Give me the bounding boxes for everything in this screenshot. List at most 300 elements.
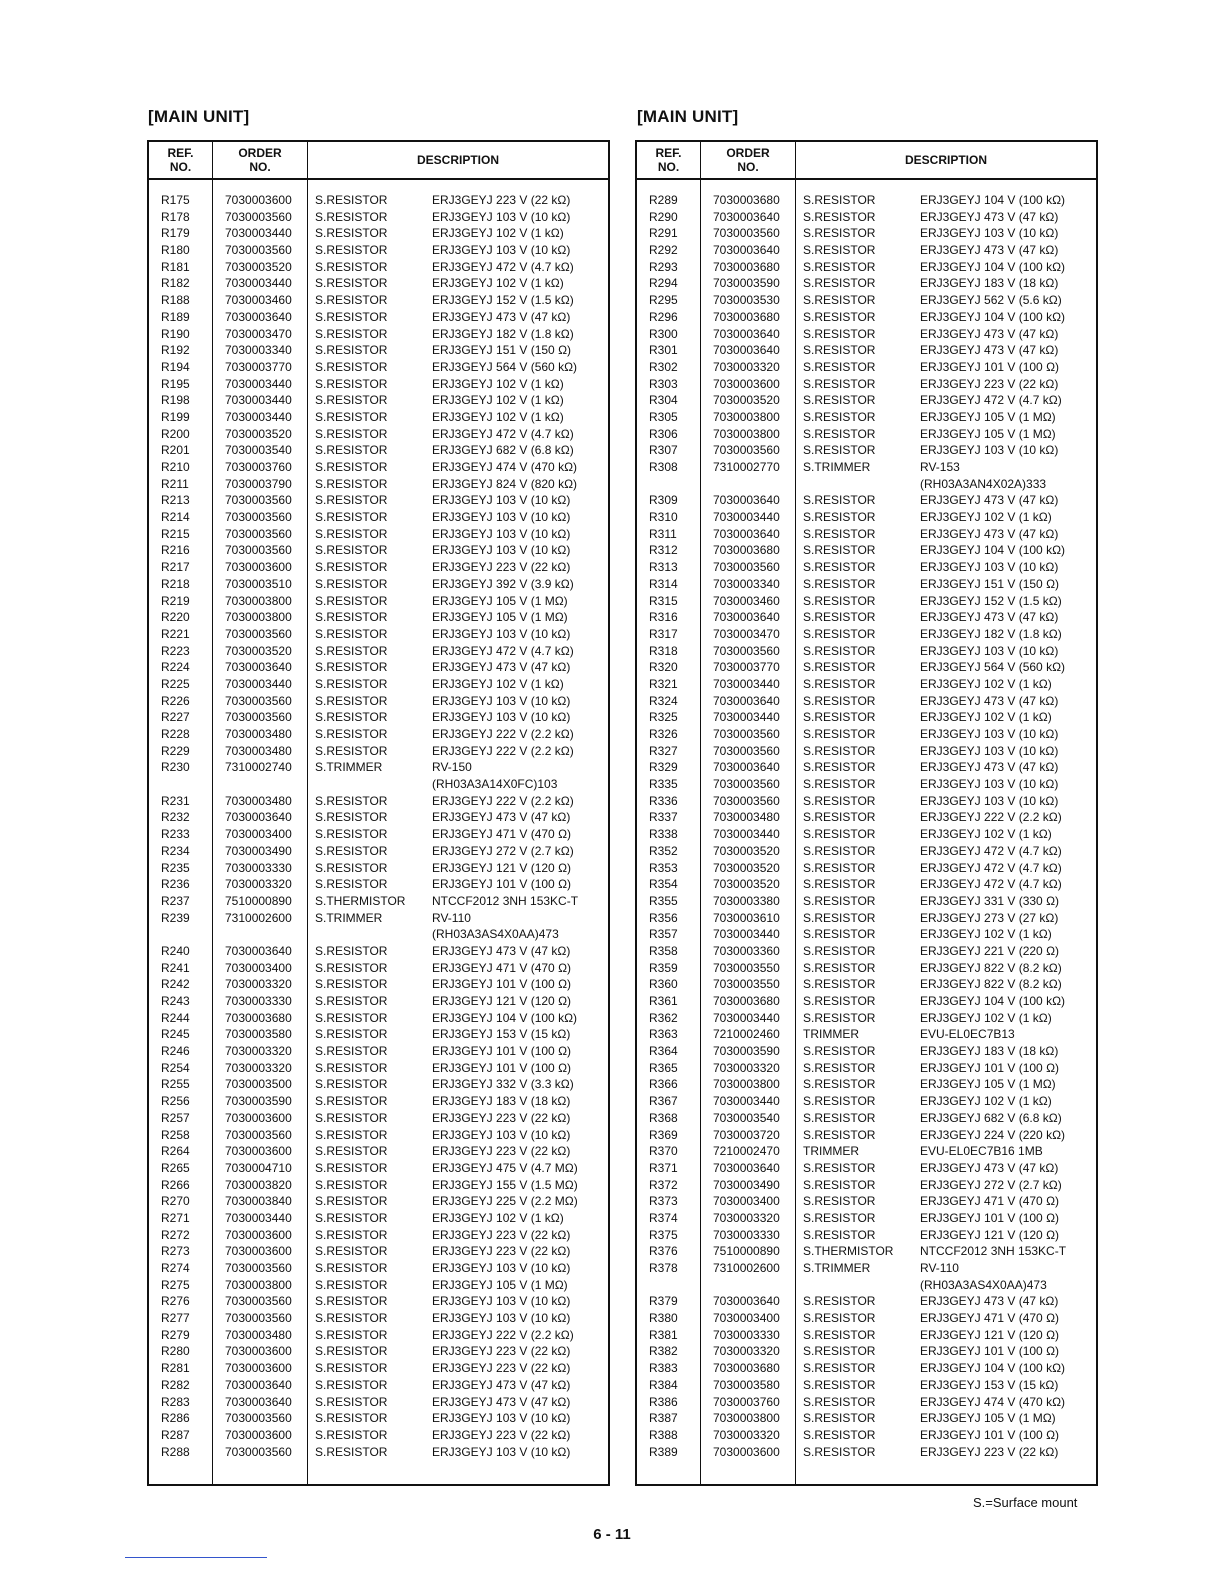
part-cell: ERJ3GEYJ 101 V (100 Ω) [432,977,572,992]
ref-cell: R244 [161,1010,190,1025]
ref-cell: R201 [161,443,190,458]
order-cell: 7030003460 [713,593,780,608]
type-cell: S.RESISTOR [315,1110,388,1125]
part-cell: ERJ3GEYJ 183 V (18 kΩ) [920,276,1059,291]
order-cell: 7030003820 [225,1177,292,1192]
type-cell: S.RESISTOR [315,1277,388,1292]
ref-cell: R320 [649,660,678,675]
type-cell: S.RESISTOR [315,1144,388,1159]
order-cell: 7030003640 [713,209,780,224]
type-cell: S.RESISTOR [315,443,388,458]
order-cell: 7030003320 [713,1427,780,1442]
part-cell: ERJ3GEYJ 103 V (10 kΩ) [920,443,1059,458]
table-row [149,609,608,626]
order-cell: 7030003560 [225,1311,292,1326]
type-cell: S.RESISTOR [803,610,876,625]
table-row [149,976,608,993]
type-cell: S.RESISTOR [315,226,388,241]
part-cell: ERJ3GEYJ 223 V (22 kΩ) [432,193,571,207]
ref-cell: R235 [161,860,190,875]
type-cell: S.RESISTOR [315,493,388,508]
ref-cell: R175 [161,193,190,207]
section-title-right: [MAIN UNIT] [637,107,739,126]
type-cell: S.RESISTOR [315,1444,388,1459]
part-cell: ERJ3GEYJ 472 V (4.7 kΩ) [432,643,574,658]
ref-cell: R315 [649,593,678,608]
part-cell: ERJ3GEYJ 223 V (22 kΩ) [432,1427,571,1442]
table-row [637,776,1096,793]
ref-cell: R316 [649,610,678,625]
type-cell: S.RESISTOR [315,1094,388,1109]
part-cell: ERJ3GEYJ 332 V (3.3 kΩ) [432,1077,574,1092]
part-cell: ERJ3GEYJ 473 V (47 kΩ) [920,243,1059,258]
table-row [637,1327,1096,1344]
type-cell: S.RESISTOR [803,309,876,324]
part-cell: ERJ3GEYJ 472 V (4.7 kΩ) [432,259,574,274]
part-cell: RV-150 [432,760,472,775]
table-row [637,1260,1096,1277]
part-cell: NTCCF2012 3NH 153KC-T [920,1244,1067,1259]
type-cell: S.RESISTOR [315,1077,388,1092]
order-cell: 7030003600 [713,376,780,391]
order-cell: 7030003400 [225,827,292,842]
type-cell: S.RESISTOR [803,1327,876,1342]
table-row [149,893,608,910]
ref-cell: R221 [161,626,190,641]
order-cell: 7030003560 [225,243,292,258]
ref-cell: R180 [161,243,190,258]
type-cell: S.RESISTOR [315,943,388,958]
part-cell: ERJ3GEYJ 473 V (47 kΩ) [920,760,1059,775]
order-cell: 7030003600 [225,193,292,207]
table-row [149,626,608,643]
table-row [637,960,1096,977]
order-cell: 7030003320 [713,359,780,374]
part-cell: ERJ3GEYJ 152 V (1.5 kΩ) [920,593,1062,608]
table-row [637,609,1096,626]
order-cell: 7030003600 [225,1427,292,1442]
table-row [637,476,1096,493]
ref-cell: R289 [649,193,678,207]
order-cell: 7030003770 [713,660,780,675]
table-row [637,1293,1096,1310]
header-divider [637,178,1096,180]
ref-cell: R178 [161,209,190,224]
table-row [149,876,608,893]
ref-cell: R358 [649,943,678,958]
type-cell: S.RESISTOR [803,1094,876,1109]
table-row [637,342,1096,359]
header-description-label: DESCRIPTION [416,153,499,167]
header-divider [149,178,608,180]
ref-cell: R291 [649,226,678,241]
order-cell: 7030003600 [225,1144,292,1159]
header-ref-label: REF. [655,146,682,160]
table-row [149,509,608,526]
ref-cell: R304 [649,393,678,408]
type-cell: S.RESISTOR [803,1344,876,1359]
table-row [637,1193,1096,1210]
type-cell: S.RESISTOR [315,1361,388,1376]
ref-cell: R378 [649,1261,678,1275]
type-cell: S.RESISTOR [315,1194,388,1209]
table-row [637,1210,1096,1227]
type-cell: S.RESISTOR [803,343,876,358]
order-cell: 7030003640 [713,343,780,358]
table-row [637,259,1096,276]
order-cell: 7030003640 [713,243,780,258]
ref-cell: R389 [649,1444,678,1459]
table-row [637,993,1096,1010]
table-row [149,326,608,343]
type-cell: S.RESISTOR [803,1077,876,1092]
table-row [149,926,608,943]
ref-cell: R272 [161,1227,190,1242]
ref-cell: R365 [649,1060,678,1075]
order-cell: 7030003480 [225,793,292,808]
header-ref-no [149,142,212,178]
type-cell: S.RESISTOR [803,1110,876,1125]
header-no-label: NO. [657,160,680,174]
type-cell: S.THERMISTOR [803,1244,894,1259]
type-cell: S.RESISTOR [803,1177,876,1192]
ref-cell: R354 [649,877,678,892]
table-row [149,960,608,977]
order-cell: 7030003560 [225,510,292,525]
part-cell: ERJ3GEYJ 103 V (10 kΩ) [432,1261,571,1275]
ref-cell: R370 [649,1144,678,1159]
ref-cell: R190 [161,326,190,341]
table-row [637,1160,1096,1177]
order-cell: 7310002600 [225,910,292,925]
part-cell: ERJ3GEYJ 223 V (22 kΩ) [432,1361,571,1376]
ref-cell: R256 [161,1094,190,1109]
order-cell: 7030003440 [225,1210,292,1225]
order-cell: 7030003680 [713,193,780,207]
header-description [796,142,1096,178]
part-cell: ERJ3GEYJ 822 V (8.2 kΩ) [920,960,1062,975]
order-cell: 7030003440 [713,1094,780,1109]
table-row [637,943,1096,960]
header-description [308,142,608,178]
ref-cell: R382 [649,1344,678,1359]
header-description-label: DESCRIPTION [904,153,987,167]
part-cell: ERJ3GEYJ 473 V (47 kΩ) [432,309,571,324]
part-cell: ERJ3GEYJ 103 V (10 kΩ) [432,693,571,708]
type-cell: S.RESISTOR [803,409,876,424]
header-order-label: ORDER [726,146,770,160]
table-row [149,1010,608,1027]
ref-cell: R199 [161,409,190,424]
table-row [149,1177,608,1194]
part-cell: ERJ3GEYJ 473 V (47 kΩ) [920,1294,1059,1309]
ref-cell: R310 [649,510,678,525]
table-row [149,993,608,1010]
type-cell: S.RESISTOR [315,610,388,625]
part-cell: (RH03A3AN4X02A)333 [920,476,1047,491]
type-cell: S.RESISTOR [803,1427,876,1442]
order-cell: 7030003560 [225,693,292,708]
ref-cell: R302 [649,359,678,374]
ref-cell: R241 [161,960,190,975]
type-cell: S.RESISTOR [315,543,388,558]
type-cell: S.RESISTOR [803,710,876,725]
ref-cell: R306 [649,426,678,441]
ref-cell: R211 [161,476,189,491]
ref-cell: R210 [161,460,190,474]
type-cell: S.RESISTOR [803,877,876,892]
table-row [637,1427,1096,1444]
type-cell: S.RESISTOR [315,1227,388,1242]
part-cell: ERJ3GEYJ 183 V (18 kΩ) [432,1094,571,1109]
ref-cell: R327 [649,743,678,758]
order-cell: 7030003550 [713,960,780,975]
order-cell: 7030003640 [225,1394,292,1409]
part-cell: ERJ3GEYJ 473 V (47 kΩ) [920,1160,1059,1175]
table-row [149,743,608,760]
type-cell: S.RESISTOR [803,810,876,825]
table-row [149,292,608,309]
table-row [637,826,1096,843]
order-cell: 7030003640 [225,1377,292,1392]
table-row [149,1377,608,1394]
part-cell: ERJ3GEYJ 473 V (47 kΩ) [920,493,1059,508]
part-cell: ERJ3GEYJ 102 V (1 kΩ) [920,827,1052,842]
part-cell: ERJ3GEYJ 474 V (470 kΩ) [432,460,578,474]
type-cell: S.RESISTOR [803,376,876,391]
table-row [637,1310,1096,1327]
table-row [149,476,608,493]
table-row [149,1160,608,1177]
ref-cell: R292 [649,243,678,258]
part-cell: ERJ3GEYJ 155 V (1.5 MΩ) [432,1177,578,1192]
order-cell: 7030003320 [713,1060,780,1075]
table-row [637,876,1096,893]
part-cell: ERJ3GEYJ 103 V (10 kΩ) [432,1127,571,1142]
part-cell: ERJ3GEYJ 471 V (470 Ω) [920,1194,1060,1209]
table-row [149,1293,608,1310]
part-cell: ERJ3GEYJ 472 V (4.7 kΩ) [920,843,1062,858]
ref-cell: R273 [161,1244,190,1259]
part-cell: ERJ3GEYJ 682 V (6.8 kΩ) [432,443,574,458]
part-cell: ERJ3GEYJ 473 V (47 kΩ) [432,1377,571,1392]
type-cell: S.RESISTOR [315,1244,388,1259]
type-cell: S.RESISTOR [803,1294,876,1309]
order-cell: 7030003840 [225,1194,292,1209]
part-cell: ERJ3GEYJ 103 V (10 kΩ) [432,1294,571,1309]
table-row [149,1110,608,1127]
type-cell: S.TRIMMER [803,460,871,474]
order-cell: 7030003560 [713,743,780,758]
order-cell: 7030003580 [713,1377,780,1392]
part-cell: ERJ3GEYJ 824 V (820 kΩ) [432,476,578,491]
type-cell: S.RESISTOR [315,793,388,808]
order-cell: 7030003640 [225,309,292,324]
order-cell: 7030003560 [225,1444,292,1459]
part-cell: ERJ3GEYJ 101 V (100 Ω) [432,1044,572,1059]
order-cell: 7030003470 [225,326,292,341]
type-cell: S.RESISTOR [315,510,388,525]
ref-cell: R314 [649,576,678,591]
order-cell: 7030003800 [713,426,780,441]
order-cell: 7030003400 [713,1311,780,1326]
part-cell: ERJ3GEYJ 472 V (4.7 kΩ) [920,393,1062,408]
table-row [637,1410,1096,1427]
table-row [149,576,608,593]
order-cell: 7030003560 [713,727,780,741]
part-cell: ERJ3GEYJ 183 V (18 kΩ) [920,1044,1059,1059]
table-row [637,1010,1096,1027]
type-cell: S.RESISTOR [315,1294,388,1309]
order-cell: 7030003440 [225,226,292,241]
table-row [149,409,608,426]
part-cell: NTCCF2012 3NH 153KC-T [432,893,579,908]
type-cell: S.RESISTOR [803,994,876,1008]
table-row [637,292,1096,309]
ref-cell: R242 [161,977,190,992]
part-cell: ERJ3GEYJ 103 V (10 kΩ) [432,543,571,558]
order-cell: 7310002600 [713,1261,780,1275]
type-cell: S.RESISTOR [315,1377,388,1392]
table-row [637,1177,1096,1194]
table-row [149,1127,608,1144]
table-row [149,1277,608,1294]
ref-cell: R359 [649,960,678,975]
ref-cell: R388 [649,1427,678,1442]
order-cell: 7210002460 [713,1027,780,1042]
type-cell: S.RESISTOR [803,676,876,691]
ref-cell: R356 [649,910,678,925]
type-cell: S.RESISTOR [315,693,388,708]
ref-cell: R216 [161,543,190,558]
order-cell: 7030003440 [225,376,292,391]
type-cell: S.RESISTOR [803,727,876,741]
ref-cell: R352 [649,843,678,858]
part-cell: ERJ3GEYJ 223 V (22 kΩ) [920,1444,1059,1459]
ref-cell: R230 [161,760,190,775]
ref-cell: R215 [161,526,190,541]
type-cell: S.RESISTOR [803,1127,876,1142]
type-cell: S.RESISTOR [315,643,388,658]
part-cell: ERJ3GEYJ 224 V (220 kΩ) [920,1127,1066,1142]
type-cell: S.RESISTOR [803,1227,876,1242]
ref-cell: R246 [161,1044,190,1059]
part-cell: ERJ3GEYJ 222 V (2.2 kΩ) [432,743,574,758]
part-cell: ERJ3GEYJ 103 V (10 kΩ) [432,626,571,641]
table-row [149,426,608,443]
type-cell: S.RESISTOR [315,1210,388,1225]
type-cell: S.RESISTOR [315,209,388,224]
ref-cell: R254 [161,1060,190,1075]
ref-cell: R324 [649,693,678,708]
order-cell: 7030003600 [713,1444,780,1459]
type-cell: S.RESISTOR [315,1261,388,1275]
table-row [637,1277,1096,1294]
type-cell: S.RESISTOR [803,426,876,441]
part-cell: ERJ3GEYJ 225 V (2.2 MΩ) [432,1194,578,1209]
order-cell: 7030004710 [225,1160,292,1175]
table-row [637,359,1096,376]
type-cell: S.RESISTOR [315,1427,388,1442]
ref-cell: R223 [161,643,190,658]
table-row [637,1343,1096,1360]
ref-cell: R301 [649,343,678,358]
order-cell: 7030003320 [225,1044,292,1059]
order-cell: 7030003520 [713,843,780,858]
type-cell: S.RESISTOR [803,643,876,658]
order-cell: 7030003440 [713,676,780,691]
table-row [149,643,608,660]
header-order-no [701,142,795,178]
order-cell: 7030003520 [713,393,780,408]
part-cell: ERJ3GEYJ 101 V (100 Ω) [920,359,1060,374]
table-row [637,793,1096,810]
table-row [149,1360,608,1377]
type-cell: S.RESISTOR [315,1177,388,1192]
ref-cell: R384 [649,1377,678,1392]
table-row [637,509,1096,526]
part-cell: ERJ3GEYJ 103 V (10 kΩ) [432,1411,571,1426]
type-cell: S.TRIMMER [315,760,383,775]
type-cell: S.RESISTOR [803,1444,876,1459]
table-row [149,910,608,927]
part-cell: ERJ3GEYJ 103 V (10 kΩ) [432,510,571,525]
order-cell: 7030003440 [225,409,292,424]
type-cell: S.RESISTOR [803,860,876,875]
part-cell: ERJ3GEYJ 102 V (1 kΩ) [432,393,564,408]
part-cell: ERJ3GEYJ 101 V (100 Ω) [432,1060,572,1075]
ref-cell: R364 [649,1044,678,1059]
table-row [637,409,1096,426]
part-cell: ERJ3GEYJ 102 V (1 kΩ) [432,409,564,424]
part-cell: ERJ3GEYJ 102 V (1 kΩ) [920,1010,1052,1025]
ref-cell: R387 [649,1411,678,1426]
part-cell: ERJ3GEYJ 103 V (10 kΩ) [432,243,571,258]
table-row [149,392,608,409]
table-row [637,392,1096,409]
part-cell: ERJ3GEYJ 222 V (2.2 kΩ) [432,793,574,808]
ref-cell: R236 [161,877,190,892]
table-row [149,759,608,776]
type-cell: S.RESISTOR [315,276,388,291]
table-row [149,209,608,226]
part-cell: ERJ3GEYJ 223 V (22 kΩ) [432,560,571,575]
ref-cell: R274 [161,1261,190,1275]
table-body [149,192,608,1460]
order-cell: 7030003600 [225,1361,292,1376]
type-cell: S.RESISTOR [315,576,388,591]
table-row [149,542,608,559]
type-cell: S.RESISTOR [315,593,388,608]
type-cell: S.RESISTOR [315,994,388,1008]
order-cell: 7030003480 [713,810,780,825]
order-cell: 7030003760 [225,460,292,474]
part-cell: ERJ3GEYJ 182 V (1.8 kΩ) [920,626,1062,641]
part-cell: ERJ3GEYJ 103 V (10 kΩ) [920,793,1059,808]
type-cell: S.RESISTOR [803,1394,876,1409]
header-order-label: ORDER [238,146,282,160]
type-cell: S.RESISTOR [803,209,876,224]
ref-cell: R287 [161,1427,190,1442]
table-row [149,676,608,693]
type-cell: S.RESISTOR [315,1127,388,1142]
type-cell: S.RESISTOR [803,693,876,708]
part-cell: ERJ3GEYJ 102 V (1 kΩ) [432,1210,564,1225]
order-cell: 7030003480 [225,727,292,741]
ref-cell: R276 [161,1294,190,1309]
table-row [637,376,1096,393]
part-cell: ERJ3GEYJ 472 V (4.7 kΩ) [920,860,1062,875]
